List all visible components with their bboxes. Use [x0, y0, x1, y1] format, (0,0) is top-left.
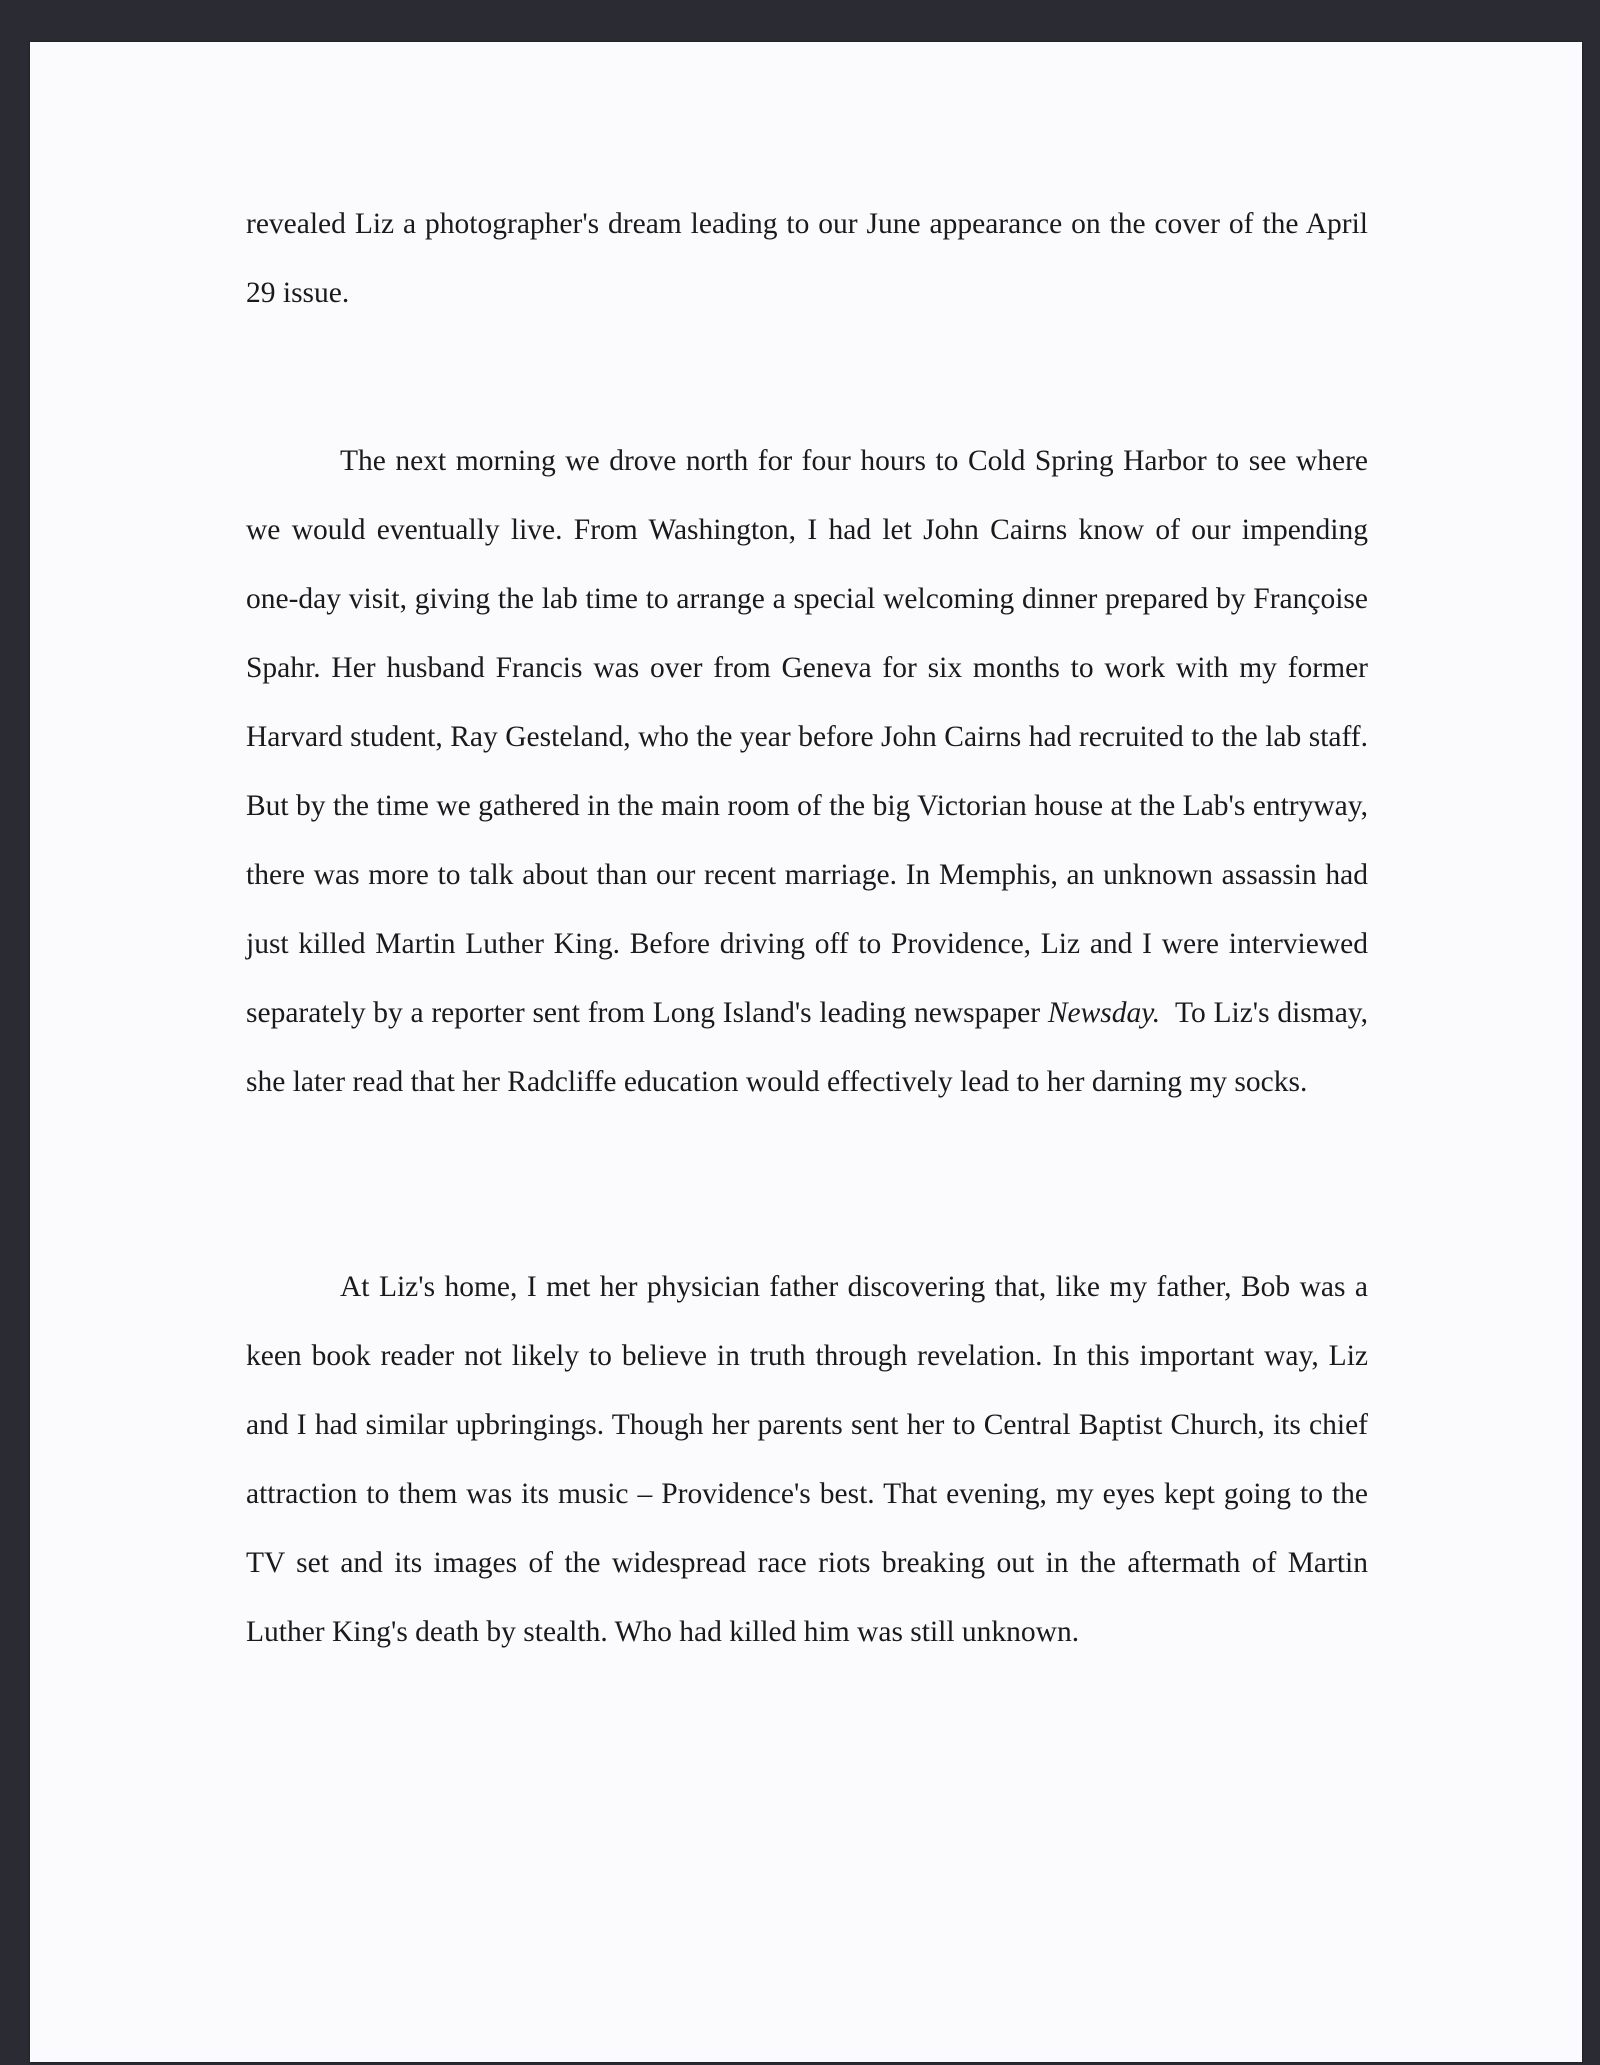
paragraph-1-text: revealed Liz a photographer's dream leading to our June appearance on the cover of the April 29 issue.	[246, 208, 1368, 309]
paragraph-2	[246, 427, 1368, 1117]
paragraph-1	[246, 190, 1368, 328]
paragraph-2-text: The next morning we drove north for four hours to Cold Spring Harbor to see where we would eventually live. From Washington, I had let John Cairns know of our impending one-day visit, giving the lab time to arrange a special welcoming dinner prepared by Françoise Spahr. Her husband Francis was over from Geneva for six months to work with my former Harvard student, Ray Gesteland, who the year before John Cairns had recruited to the lab staff. But by the time we gathered in the main room of the big Victorian house at the Lab's entryway, there was more to talk about than our recent marriage. In Memphis, an unknown assassin had just killed Martin Luther King. Before driving off to Providence, Liz and I were interviewed separately by a reporter sent from Long Island's leading newspaper	[246, 445, 1368, 1029]
newspaper-title: Newsday.	[1047, 997, 1161, 1029]
paragraph-3	[246, 1253, 1368, 1667]
paragraph-3-text: At Liz's home, I met her physician father discovering that, like my father, Bob was a keen book reader not likely to believe in truth through revelation. In this important way, Liz and I had similar upbringings. Though her parents sent her to Central Baptist Church, its chief attraction to them was its music – Providence's best. That evening, my eyes kept going to the TV set and its images of the widespread race riots breaking out in the aftermath of Martin Luther King's death by stealth. Who had killed him was still unknown.	[246, 1271, 1368, 1648]
document-page	[30, 42, 1582, 2062]
paragraph-2-text-end: To Liz's dismay, she later read that her Radcliffe education would effectively lead to her darning my socks.	[246, 997, 1368, 1098]
